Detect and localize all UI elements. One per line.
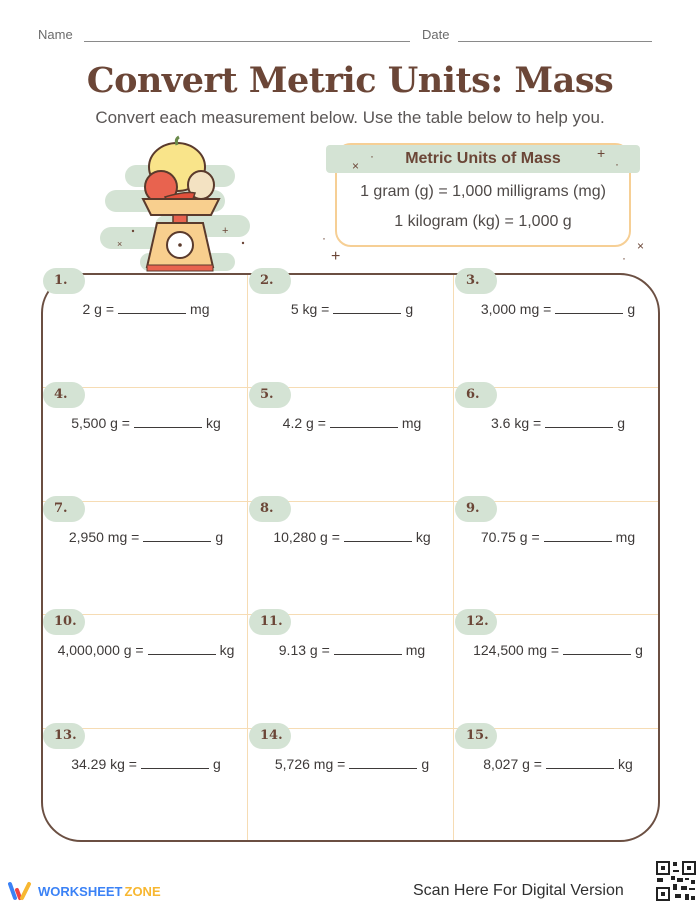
- problem-number: 10.: [43, 609, 85, 635]
- problem-text: 3,000 mg = g: [480, 301, 636, 317]
- answer-blank[interactable]: [330, 416, 398, 428]
- problem-text: 9.13 g = mg: [278, 642, 426, 658]
- problem-cell: [249, 502, 455, 616]
- dot-icon: ·: [370, 149, 374, 163]
- answer-blank[interactable]: [349, 757, 417, 769]
- name-field[interactable]: [84, 41, 410, 42]
- problem-number: 8.: [249, 496, 291, 522]
- reference-line-1: 1 gram (g) = 1,000 milligrams (mg): [360, 183, 606, 200]
- answer-blank[interactable]: [546, 757, 614, 769]
- problem-cell: [249, 274, 455, 388]
- problem-text: 2 g = mg: [82, 301, 210, 317]
- problem-cell: [249, 729, 455, 843]
- problem-number: 15.: [455, 723, 497, 749]
- answer-blank[interactable]: [148, 643, 216, 655]
- problem-number: 3.: [455, 268, 497, 294]
- date-field[interactable]: [458, 41, 652, 42]
- problem-text: 34.29 kg = g: [71, 756, 221, 772]
- problem-number: 2.: [249, 268, 291, 294]
- answer-blank[interactable]: [563, 643, 631, 655]
- problem-cell: [249, 615, 455, 729]
- answer-blank[interactable]: [143, 530, 211, 542]
- answer-blank[interactable]: [141, 757, 209, 769]
- cross-icon: ×: [637, 239, 645, 253]
- problem-text: 124,500 mg = g: [473, 642, 643, 658]
- problem-cell: [455, 729, 661, 843]
- brand-logo[interactable]: [8, 880, 161, 902]
- brand-name-part2: ZONE: [124, 883, 161, 899]
- problem-cell: [455, 388, 661, 502]
- problem-text: 2,950 mg = g: [68, 529, 224, 545]
- sparkle-icon: +: [597, 145, 606, 161]
- problem-cell: [43, 274, 249, 388]
- problem-number: 1.: [43, 268, 85, 294]
- problem-number: 6.: [455, 382, 497, 408]
- problem-cell: [455, 274, 661, 388]
- problem-cell: [455, 502, 661, 616]
- svg-text:+: +: [222, 225, 229, 237]
- problem-number: 4.: [43, 382, 85, 408]
- scan-label: Scan Here For Digital Version: [413, 882, 624, 899]
- scale-illustration-icon: [95, 135, 265, 275]
- problem-text: 8,027 g = kg: [483, 756, 633, 772]
- name-label: Name: [38, 27, 73, 42]
- problem-number: 11.: [249, 609, 291, 635]
- problem-text: 3.6 kg = g: [491, 415, 625, 431]
- dot-icon: ·: [622, 251, 626, 265]
- problem-number: 5.: [249, 382, 291, 408]
- worksheetzone-logo-icon: [8, 881, 34, 901]
- answer-blank[interactable]: [344, 530, 412, 542]
- brand-name-part1: WORKSHEET: [38, 883, 123, 899]
- problem-cell: [455, 615, 661, 729]
- reference-line-2: 1 kilogram (kg) = 1,000 g: [394, 213, 572, 230]
- name-date-row: [38, 27, 652, 45]
- answer-blank[interactable]: [134, 416, 202, 428]
- problem-number: 9.: [455, 496, 497, 522]
- problem-cell: [43, 729, 249, 843]
- answer-blank[interactable]: [118, 302, 186, 314]
- problem-number: 13.: [43, 723, 85, 749]
- reference-heading: Metric Units of Mass: [326, 145, 640, 173]
- dot-icon: ·: [322, 231, 326, 245]
- problem-cell: [249, 388, 455, 502]
- problem-cell: [43, 502, 249, 616]
- answer-blank[interactable]: [545, 416, 613, 428]
- instructions: Convert each measurement below. Use the table below to help you.: [95, 108, 605, 127]
- qr-code-icon[interactable]: [655, 860, 697, 902]
- problem-number: 14.: [249, 723, 291, 749]
- problem-text: 4,000,000 g = kg: [57, 642, 235, 658]
- page-title: Convert Metric Units: Mass: [86, 60, 614, 101]
- problem-number: 12.: [455, 609, 497, 635]
- sparkle-icon: +: [331, 248, 341, 265]
- problem-text: 5,726 mg = g: [274, 756, 430, 772]
- problem-text: 5,500 g = kg: [71, 415, 221, 431]
- answer-blank[interactable]: [555, 302, 623, 314]
- cross-icon: ×: [352, 159, 360, 173]
- problem-text: 4.2 g = mg: [282, 415, 422, 431]
- problem-cell: [43, 615, 249, 729]
- svg-text:×: ×: [117, 239, 123, 249]
- answer-blank[interactable]: [544, 530, 612, 542]
- problem-text: 70.75 g = mg: [480, 529, 636, 545]
- answer-blank[interactable]: [334, 643, 402, 655]
- problem-text: 5 kg = g: [290, 301, 414, 317]
- date-label: Date: [422, 27, 450, 42]
- problem-text: 10,280 g = kg: [273, 529, 431, 545]
- dot-icon: ·: [615, 157, 619, 171]
- problem-cell: [43, 388, 249, 502]
- answer-blank[interactable]: [333, 302, 401, 314]
- problem-number: 7.: [43, 496, 85, 522]
